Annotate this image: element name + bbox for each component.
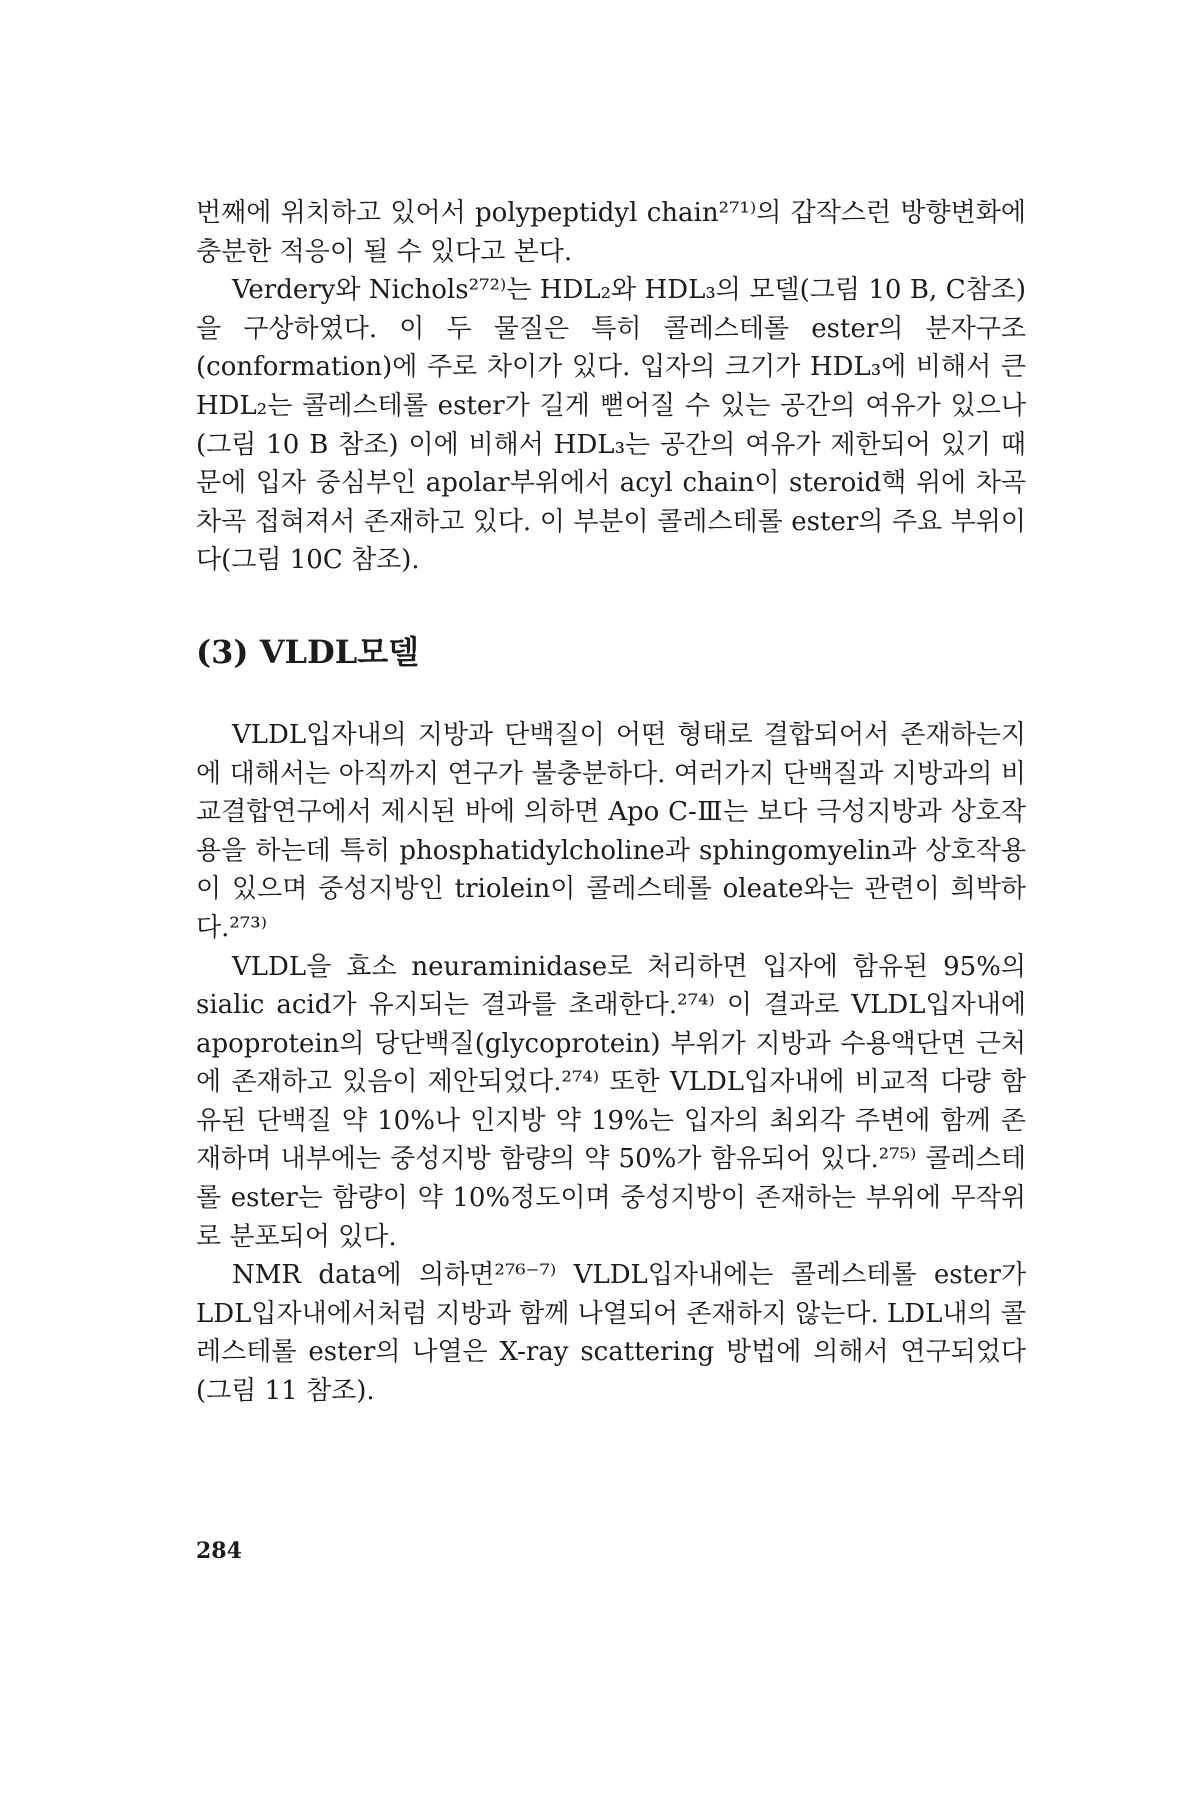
paragraph-5: NMR data에 의하면²⁷⁶⁻⁷⁾ VLDL입자내에는 콜레스테롤 ester가 LDL입자내에서처럼 지방과 함께 나열되어 존재하지 않는다. LDL내의 콜레스테롤 ester의 나열은 X-ray scattering 방법에 의해서 연구되었다(그림 11 참조).: [196, 1260, 1026, 1407]
paragraph-1: 번째에 위치하고 있어서 polypeptidyl chain²⁷¹⁾의 갑작스런 방향변화에 충분한 적응이 될 수 있다고 본다.: [196, 198, 1026, 267]
body-text: [196, 194, 1026, 1411]
section-heading: (3) VLDL모델: [196, 632, 420, 671]
paragraph-4: VLDL을 효소 neuraminidase로 처리하면 입자에 함유된 95%의 sialic acid가 유지되는 결과를 초래한다.²⁷⁴⁾ 이 결과로 VLDL입자내에 apoprotein의 당단백질(glycoprotein) 부위가 지방과 수용액단면 근처에 존재하고 있음이 제안되었다.²⁷⁴⁾ 또한 VLDL입자내에 비교적 다량 함유된 단백질 약 10%나 인지방 약 19%는 입자의 최외각 주변에 함께 존재하며 내부에는 중성지방 함량의 약 50%가 함유되어 있다.²⁷⁵⁾ 콜레스테롤 ester는 함량이 약 10%정도이며 중성지방이 존재하는 부위에 무작위로 분포되어 있다.: [196, 951, 1026, 1252]
paragraph-3: VLDL입자내의 지방과 단백질이 어떤 형태로 결합되어서 존재하는지에 대해서는 아직까지 연구가 불충분하다. 여러가지 단백질과 지방과의 비교결합연구에서 제시된 바에 의하면 Apo C-Ⅲ는 보다 극성지방과 상호작용을 하는데 특히 phosphatidylcholine과 sphingomyelin과 상호작용이 있으며 중성지방인 triolein이 콜레스테롤 oleate와는 관련이 희박하다.²⁷³⁾: [196, 719, 1026, 943]
paragraph-2: Verdery와 Nichols²⁷²⁾는 HDL₂와 HDL₃의 모델(그림 10 B, C참조)을 구상하였다. 이 두 물질은 특히 콜레스테롤 ester의 분자구조(conformation)에 주로 차이가 있다. 입자의 크기가 HDL₃에 비해서 큰 HDL₂는 콜레스테롤 ester가 길게 뻗어질 수 있는 공간의 여유가 있으나(그림 10 B 참조) 이에 비해서 HDL₃는 공간의 여유가 제한되어 있기 때문에 입자 중심부인 apolar부위에서 acyl chain이 steroid핵 위에 차곡차곡 접혀져서 존재하고 있다. 이 부분이 콜레스테롤 ester의 주요 부위이다(그림 10C 참조).: [196, 275, 1026, 576]
page-number: 284: [196, 1538, 242, 1564]
